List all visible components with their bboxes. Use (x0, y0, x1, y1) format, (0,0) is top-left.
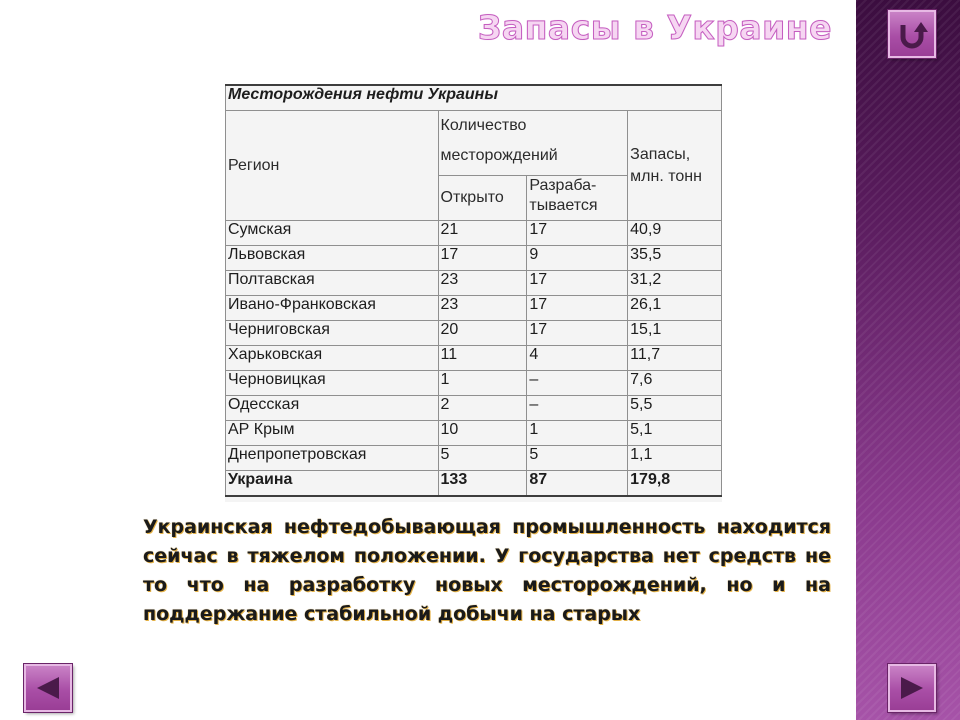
cell-reserves: 15,1 (628, 321, 722, 346)
oil-fields-table (225, 84, 722, 497)
cell-reserves: 5,1 (628, 421, 722, 446)
cell-opened: 21 (438, 221, 527, 246)
cell-developed: 1 (527, 421, 628, 446)
cell-opened: 1 (438, 371, 527, 396)
table-row (226, 271, 722, 296)
cell-opened: 11 (438, 346, 527, 371)
triangle-right-icon (897, 673, 927, 703)
table-row (226, 421, 722, 446)
table-row (226, 296, 722, 321)
cell-opened: 23 (438, 271, 527, 296)
oil-fields-table-image (225, 84, 722, 502)
table-row (226, 321, 722, 346)
cell-reserves: 11,7 (628, 346, 722, 371)
header-opened: Открыто (438, 176, 527, 221)
table-total-row (226, 471, 722, 497)
cell-reserves: 1,1 (628, 446, 722, 471)
triangle-left-icon (33, 673, 63, 703)
cell-reserves: 40,9 (628, 221, 722, 246)
cell-opened: 2 (438, 396, 527, 421)
cell-region: Полтавская (226, 271, 439, 296)
table-row (226, 446, 722, 471)
table-row (226, 246, 722, 271)
cell-opened: 10 (438, 421, 527, 446)
header-count-line1: Количество (440, 117, 527, 134)
header-developed-line2: тывается (529, 197, 598, 214)
table-caption: Месторождения нефти Украины (226, 85, 722, 111)
cell-developed: 5 (527, 446, 628, 471)
cell-reserves: 5,5 (628, 396, 722, 421)
cell-reserves: 26,1 (628, 296, 722, 321)
table-row (226, 221, 722, 246)
cell-reserves: 31,2 (628, 271, 722, 296)
description-paragraph: Украинская нефтедобывающая промышленность находится сейчас в тяжелом положении. У государства нет средств не то что на разработку новых месторождений, но и на поддержание стабильной добычи на старых (143, 516, 831, 625)
right-decorative-band (856, 0, 960, 720)
cell-region: АР Крым (226, 421, 439, 446)
header-reserves-line2: млн. тонн (630, 167, 702, 185)
cell-reserves: 7,6 (628, 371, 722, 396)
cell-developed: – (527, 371, 628, 396)
slide-title: Запасы в Украине (477, 8, 832, 47)
header-reserves (628, 111, 722, 221)
cell-region: Черновицкая (226, 371, 439, 396)
cell-developed: 17 (527, 271, 628, 296)
next-slide-button[interactable] (888, 664, 936, 712)
u-turn-arrow-icon (895, 17, 929, 51)
cell-developed: 17 (527, 296, 628, 321)
total-reserves: 179,8 (628, 471, 722, 497)
cell-region: Черниговская (226, 321, 439, 346)
cell-developed: 9 (527, 246, 628, 271)
cell-developed: 4 (527, 346, 628, 371)
cell-region: Харьковская (226, 346, 439, 371)
cell-developed: 17 (527, 321, 628, 346)
header-region: Регион (226, 111, 439, 221)
table-row (226, 371, 722, 396)
table-row (226, 396, 722, 421)
header-count-group (438, 111, 628, 176)
total-region: Украина (226, 471, 439, 497)
table-row (226, 346, 722, 371)
return-button[interactable] (888, 10, 936, 58)
cell-region: Днепропетровская (226, 446, 439, 471)
header-developed-line1: Разраба- (529, 177, 597, 194)
cell-region: Одесская (226, 396, 439, 421)
cell-developed: – (527, 396, 628, 421)
cell-opened: 17 (438, 246, 527, 271)
cell-region: Львовская (226, 246, 439, 271)
cell-opened: 23 (438, 296, 527, 321)
cell-reserves: 35,5 (628, 246, 722, 271)
cell-opened: 20 (438, 321, 527, 346)
header-developed (527, 176, 628, 221)
previous-slide-button[interactable] (24, 664, 72, 712)
cell-region: Сумская (226, 221, 439, 246)
cell-developed: 17 (527, 221, 628, 246)
total-opened: 133 (438, 471, 527, 497)
header-count-line2: месторождений (440, 147, 558, 164)
total-developed: 87 (527, 471, 628, 497)
cell-region: Ивано-Франковская (226, 296, 439, 321)
cell-opened: 5 (438, 446, 527, 471)
header-reserves-line1: Запасы, (630, 145, 691, 163)
